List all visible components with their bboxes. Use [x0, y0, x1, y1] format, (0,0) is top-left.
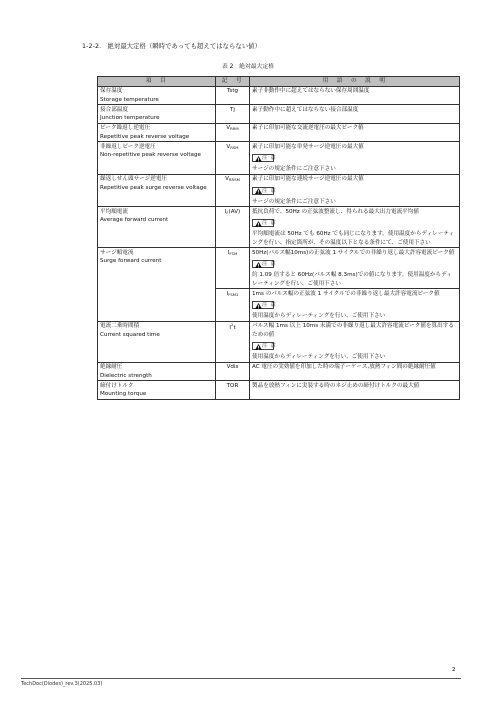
symbol-cell: [216, 207, 250, 248]
symbol-cell: [216, 123, 250, 142]
symbol-main: V: [226, 125, 231, 131]
item-name-en: Non-repetitive peak reverse voltage: [100, 152, 201, 158]
table-row: [98, 86, 460, 105]
item-cell: [98, 321, 216, 362]
caution-note: 平均順電流は 50Hz でも 60Hz でも同じになります。使用温度からディレーティングを行い、指定箇所が、その温度以下となる条件にて、ご使用下さい: [252, 231, 455, 246]
item-cell: [98, 123, 216, 142]
symbol-cell: Vdis: [216, 362, 250, 381]
item-name-en: Mounting torque: [100, 391, 147, 397]
symbol-cell: [216, 321, 250, 362]
description-cell: 素子非動作中に超えてはならない保存周囲温度: [250, 86, 460, 105]
symbol-subscript: FSM1: [228, 291, 239, 297]
item-cell: [98, 86, 216, 105]
symbol-cell: [216, 289, 250, 322]
item-name-ja: サージ順電流: [100, 249, 134, 256]
item-name-ja: 電流二乗時間積: [100, 323, 140, 329]
symbol-subscript: RRM: [230, 126, 239, 131]
warning-icon: [255, 303, 262, 309]
symbol-main: V: [226, 143, 231, 150]
symbol-subscript: RRSM: [228, 177, 240, 182]
absolute-maximum-ratings-table: [97, 76, 460, 400]
caution-box: [252, 260, 277, 268]
item-name-ja: 非繰返しピーク逆電圧: [100, 143, 156, 150]
footer-divider: [21, 678, 461, 679]
symbol-subscript: RSM: [230, 144, 239, 150]
warning-icon: [255, 221, 262, 227]
symbol-superscript: 2: [231, 322, 234, 327]
symbol-cell: [216, 248, 250, 289]
symbol-main: I: [227, 249, 230, 256]
item-name-en: Repetitive peak surge reverse voltage: [100, 184, 207, 191]
symbol-main: I: [224, 208, 227, 215]
item-cell: [98, 289, 216, 322]
item-name-ja: 締付けトルク: [100, 382, 134, 389]
caution-label: 注 意: [262, 155, 277, 161]
item-name-en: Current squared time: [100, 331, 160, 338]
symbol-tail: t: [233, 324, 236, 331]
description-cell: [250, 142, 460, 175]
table-row: [98, 362, 460, 381]
table-row: [98, 105, 460, 124]
description-cell: [250, 174, 460, 207]
caution-note: 使用温度からディレーティングを行い、ご使用下さい: [252, 313, 386, 319]
warning-icon: [255, 156, 262, 162]
caution-box: [252, 154, 277, 162]
caution-label: 注 意: [262, 187, 277, 194]
page-number: 2: [452, 667, 456, 673]
item-name-ja: ピーク繰返し逆電圧: [100, 125, 151, 131]
item-cell: [98, 381, 216, 400]
description-cell: 製品を放熱フィンに実装する時のネジ止めの締付けトルクの最大値: [250, 381, 460, 400]
caution-note: サージの規定条件にご注意下さい: [252, 166, 336, 172]
item-name-ja: 繰返しせん頭サージ逆電圧: [100, 176, 168, 182]
item-name-en: Repetitive peak reverse voltage: [100, 133, 190, 140]
caution-label: 注 意: [262, 343, 277, 349]
item-name-ja: 接合部温度: [100, 106, 128, 113]
description-cell: [250, 207, 460, 248]
symbol-tail: (AV): [228, 208, 241, 215]
caution-label: 注 意: [262, 302, 277, 308]
item-name-en: Average forward current: [100, 217, 169, 223]
symbol-main: I: [226, 290, 229, 297]
footer-document-id: TechDoc(Diodes)_rev.3(2025.03): [21, 681, 103, 687]
table-row: [98, 142, 460, 175]
description-cell: 素子動作中に超えてはならない接合部温度: [250, 105, 460, 124]
description-text: 素子に印加可能な単発サージ逆電圧の最大値: [252, 143, 364, 150]
symbol-subscript: F: [226, 209, 229, 215]
table-row: [98, 174, 460, 207]
description-cell: AC 電圧の実効値を印加した時の端子ーケース,放熱フィン間の絶縁耐圧値: [250, 362, 460, 381]
item-cell: [98, 174, 216, 207]
table-row: [98, 321, 460, 362]
description-cell: [250, 248, 460, 289]
symbol-cell: [216, 174, 250, 207]
symbol-cell: Tstg: [216, 86, 250, 105]
item-name-ja: 保存温度: [100, 88, 123, 94]
item-name-en: Surge forward current: [100, 258, 162, 264]
item-cell: [98, 207, 216, 248]
description-text: 50Hz(パルス幅10ms)の正弦波 1 サイクルでの非繰り返し最大許容電流ピーク値: [252, 249, 455, 256]
caution-label: 注 意: [262, 220, 277, 226]
symbol-main: V: [225, 176, 229, 182]
description-text: パルス幅 1ms 以上 10ms 未満での非繰り返し最大許容電流ピーク値を算出するための値: [252, 323, 454, 338]
caution-box: [252, 187, 277, 195]
caution-box: [252, 301, 277, 309]
warning-icon: [255, 262, 262, 268]
item-name-ja: 平均順電流: [100, 208, 128, 215]
item-cell: [98, 248, 216, 289]
table-row: [98, 248, 460, 289]
description-text: 抵抗負荷で、50Hz の正弦波整流し、得られる最大出力電流平均値: [252, 208, 419, 215]
symbol-main: I: [229, 324, 232, 331]
symbol-cell: [216, 142, 250, 175]
table-row: [98, 207, 460, 248]
header-description: 用 語 の 説 明: [250, 77, 460, 87]
warning-icon: [255, 188, 262, 194]
table-row: [98, 381, 460, 400]
header-item: 項 目: [98, 77, 216, 87]
symbol-subscript: FSM: [229, 250, 238, 256]
table-header-row: [98, 77, 460, 87]
description-text: 1ms のパルス幅の正弦波 1 サイクルでの非繰り返し最大許容電流ピーク値: [252, 290, 440, 297]
item-name-ja: 絶縁耐圧: [100, 364, 123, 370]
description-cell: [250, 321, 460, 362]
table-row: [98, 123, 460, 142]
description-text: 素子に印加可能な連続サージ逆電圧の最大値: [252, 176, 364, 182]
description-cell: [250, 289, 460, 322]
table-caption: 表 2 絶対最大定格: [222, 64, 274, 70]
item-name-en: Storage temperature: [100, 96, 159, 103]
item-cell: [98, 362, 216, 381]
caution-box: [252, 219, 277, 227]
caution-note: 約 1.09 倍すると 60Hz(パルス幅 8.3ms)での値になります。使用温度からディレーティングを行い、ご使用下さい: [252, 272, 452, 287]
item-cell: [98, 142, 216, 175]
symbol-cell: TOR: [216, 381, 250, 400]
caution-note: 使用温度からディレーティングを行い、ご使用下さい: [252, 354, 386, 360]
description-cell: 素子に印加可能な交流逆電圧の最大ピーク値: [250, 123, 460, 142]
warning-icon: [255, 344, 262, 350]
caution-box: [252, 342, 277, 350]
symbol-cell: Tj: [216, 105, 250, 124]
table-row: [98, 289, 460, 322]
item-name-en: Junction temperature: [100, 115, 160, 121]
item-cell: [98, 105, 216, 124]
header-symbol: 記 号: [216, 77, 250, 87]
item-name-en: Dielectric strength: [100, 372, 152, 379]
caution-note: サージの規定条件にご注意下さい: [252, 198, 336, 205]
section-heading: 1-2-2. 絶対最大定格（瞬時であっても超えてはならない値）: [82, 43, 262, 50]
caution-label: 注 意: [262, 261, 277, 267]
